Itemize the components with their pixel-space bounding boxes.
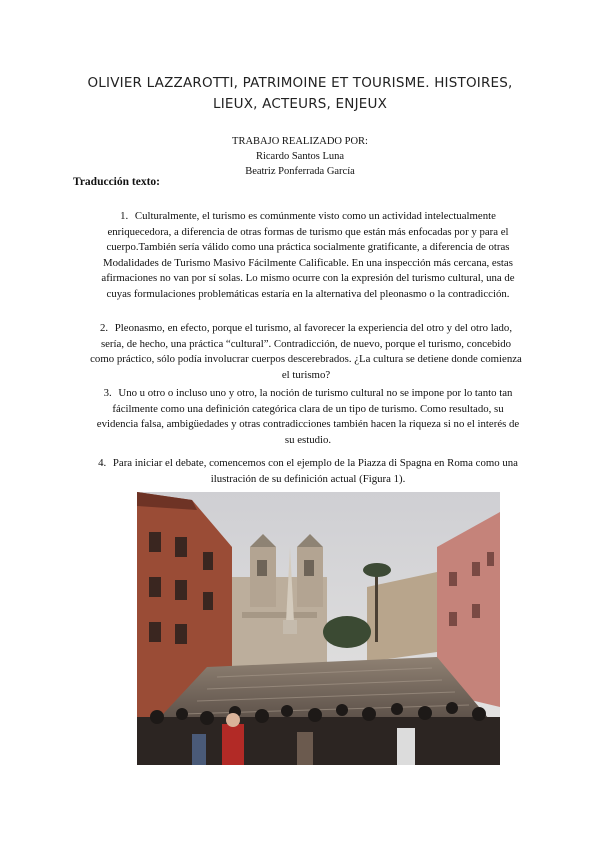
paragraph-1 — [92, 209, 524, 303]
paragraph-4 — [92, 456, 524, 487]
paragraph-number: 4. — [98, 457, 107, 469]
paragraph-number: 1. — [120, 210, 129, 222]
author-name-1: Ricardo Santos Luna — [255, 151, 345, 162]
paragraph-3 — [92, 386, 524, 448]
piazza-di-spagna-illustration — [137, 492, 500, 765]
author-name-2: Beatriz Ponferrada García — [245, 166, 355, 177]
paragraph-text: Pleonasmo, en efecto, porque el turismo, al favorecer la experiencia del otro y del otro lado, sería, de hecho, una práctica “cultural”. Contradicción, de nuevo, porque el turismo, concebido como práctico, sólo podía involucrar cuerpos descerebrados. ¿La cultura se detiene donde comienza el turismo? — [90, 322, 522, 381]
section-heading: Traducción texto: — [73, 176, 160, 188]
figure-1-photo — [137, 492, 500, 765]
title-line-2: LIEUX, ACTEURS, ENJEUX — [212, 96, 388, 112]
document-title — [70, 73, 530, 115]
authors-block — [150, 134, 450, 179]
paragraph-text: Para iniciar el debate, comencemos con el ejemplo de la Piazza di Spagna en Roma como una ilustración de su definición actual (Figura 1). — [112, 457, 518, 485]
paragraph-text: Culturalmente, el turismo es comúnmente visto como un actividad intelectualmente enriquecedora, a diferencia de otras formas de turismo que están más enfocadas por y para el cuerpo.También sería válido como una práctica socialmente gratificante, a diferencia de otras Modalidades de Turismo Masivo Fácilmente Calificable. En una inspección más cercana, estas afirmaciones no van por sí solas. Lo mismo ocurre con la expresión del turismo cultural, una de cuyas formulaciones problemáticas estaría en la alternativa del pleonasmo o la contradicción. — [101, 210, 515, 300]
paragraph-text: Uno u otro o incluso uno y otro, la noción de turismo cultural no se impone por lo tanto tan fácilmente como una definición categórica clara de un tipo de turismo. Como resultado, su evidencia falsa, ambigüedades y otras contradicciones también hacen la riqueza si no el interés de su estudio. — [96, 387, 520, 446]
paragraph-number: 3. — [103, 387, 112, 399]
work-by-label: TRABAJO REALIZADO POR: — [232, 136, 368, 147]
title-line-1: OLIVIER LAZZAROTTI, PATRIMOINE ET TOURISME. HISTOIRES, — [87, 75, 513, 91]
paragraph-number: 2. — [99, 322, 109, 334]
paragraph-2 — [88, 321, 524, 383]
